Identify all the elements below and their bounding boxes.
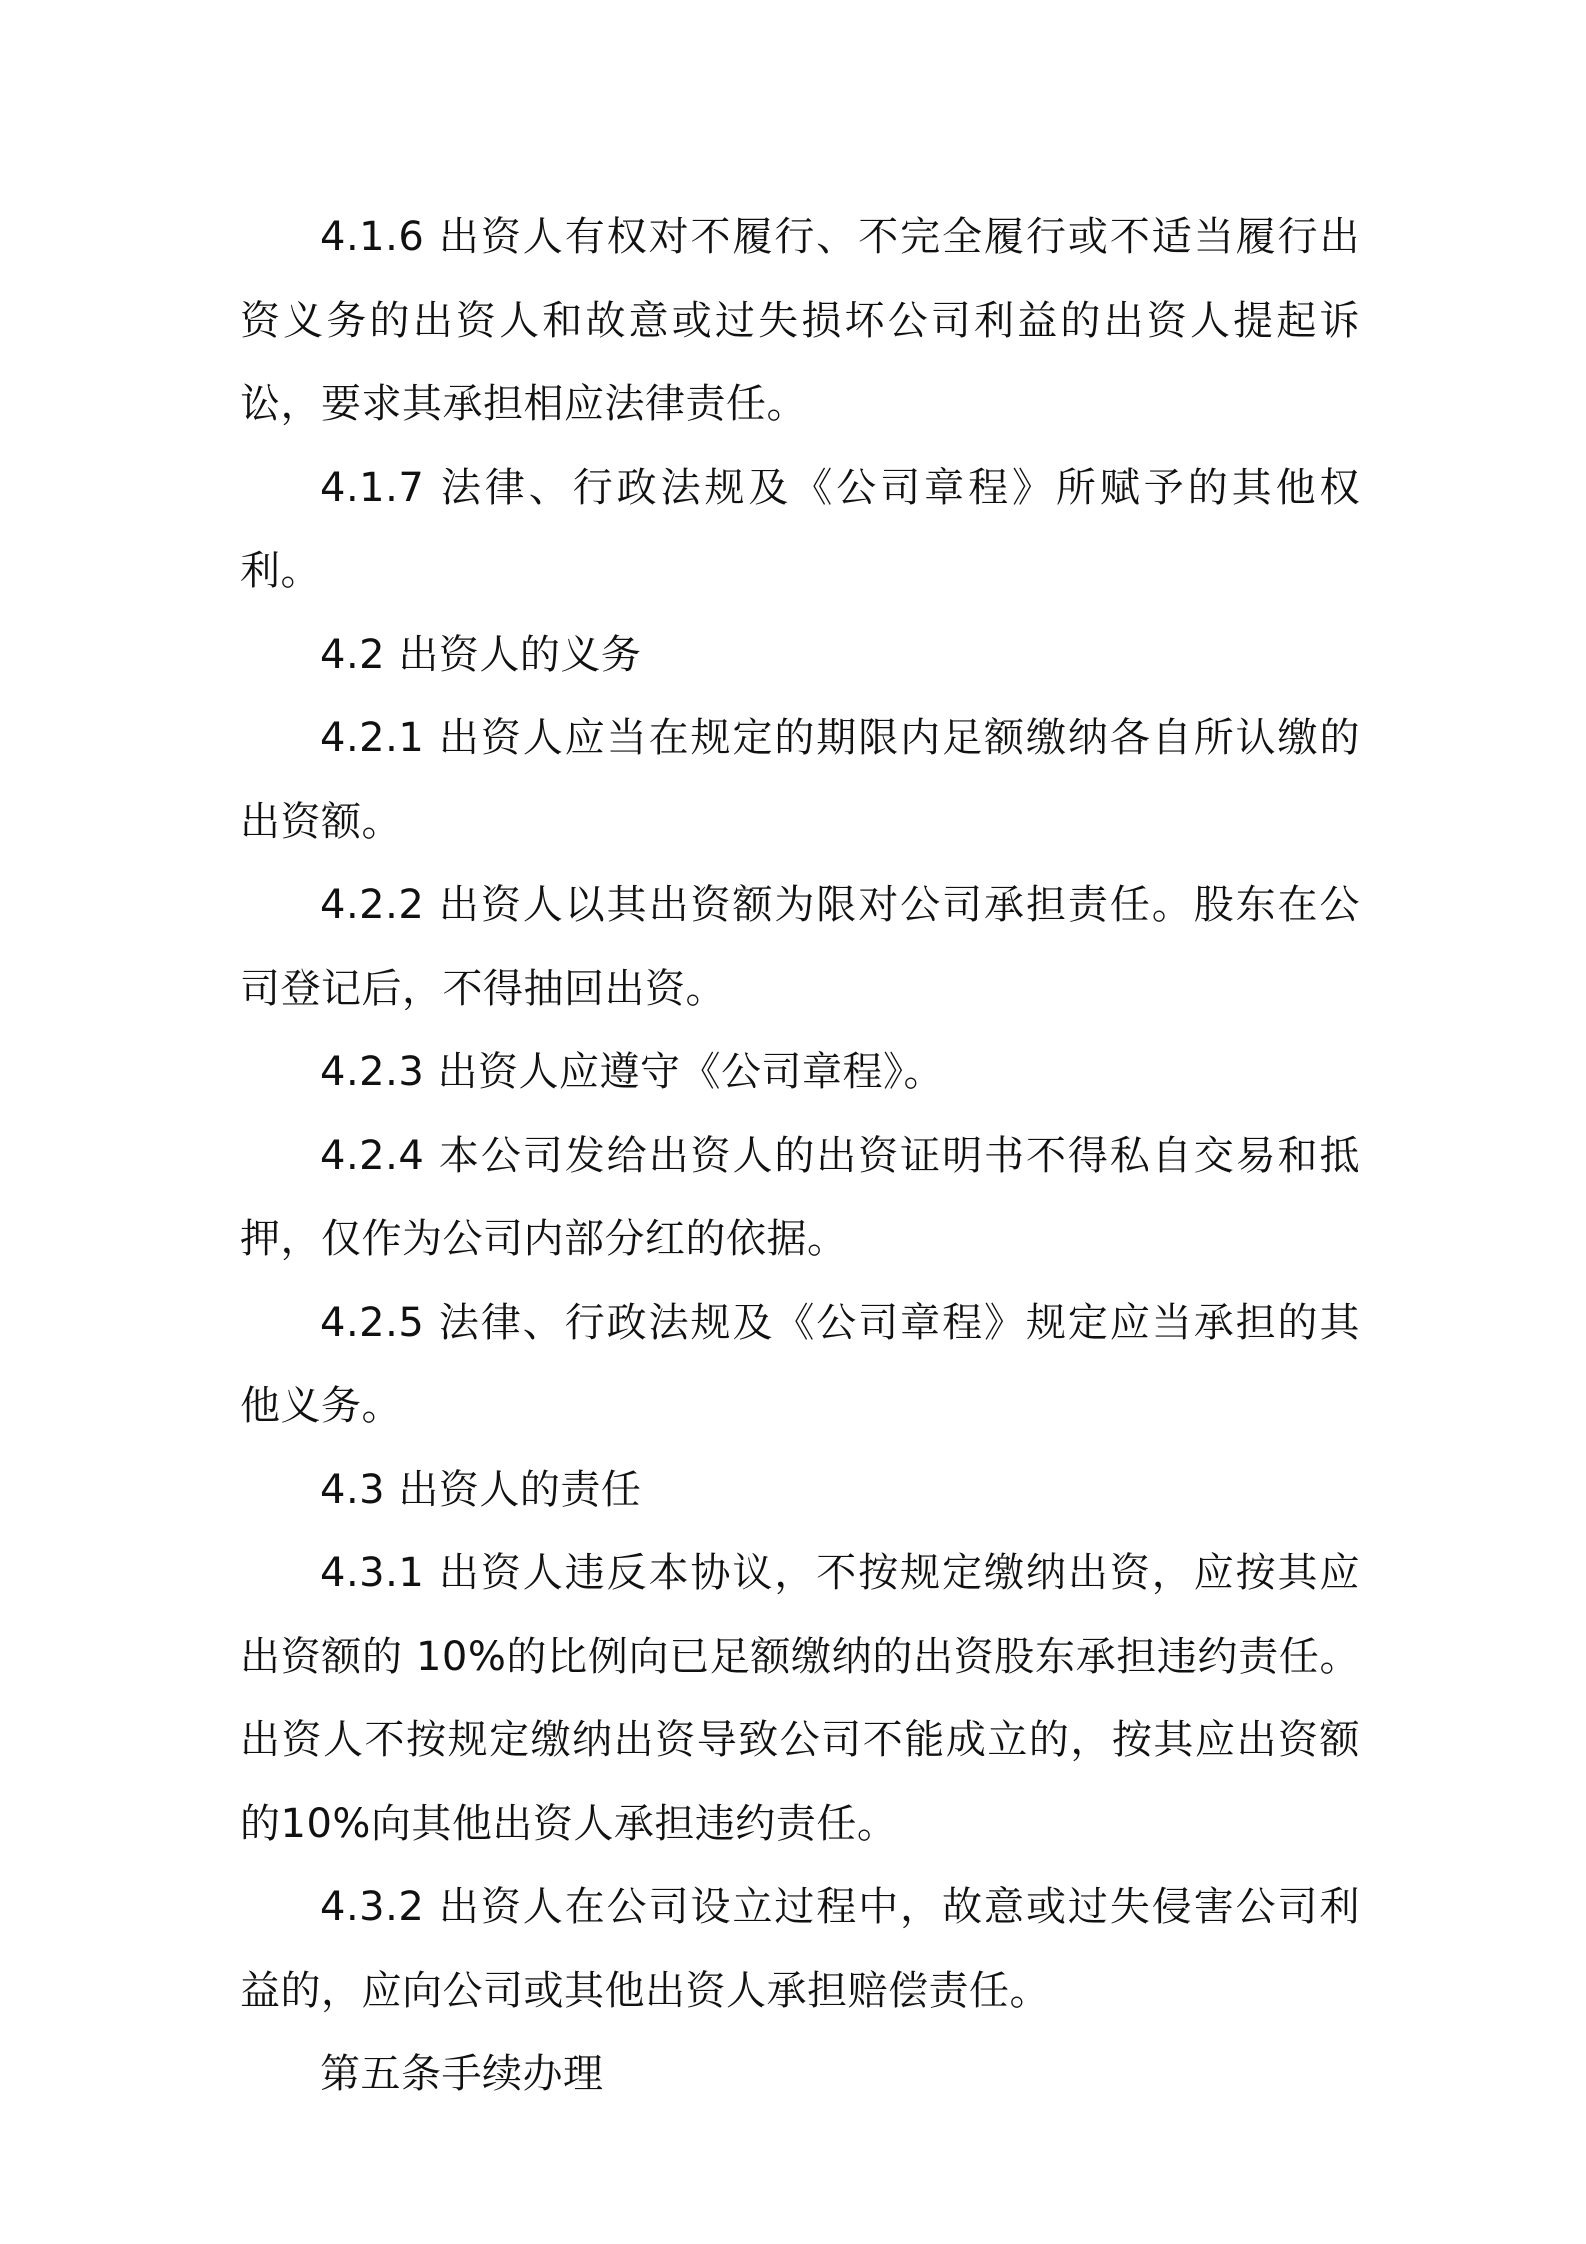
section-heading-article-5: 第五条手续办理 xyxy=(320,2051,604,2097)
paragraph-4-2-2: 4.2.2 出资人以其出资额为限对公司承担责任。股东在公司登记后，不得抽回出资。 xyxy=(240,882,1360,1012)
paragraph-4-2-5: 4.2.5 法律、行政法规及《公司章程》规定应当承担的其他义务。 xyxy=(240,1299,1360,1429)
paragraph-4-3-2: 4.3.2 出资人在公司设立过程中，故意或过失侵害公司利益的，应向公司或其他出资人承担赔偿责任。 xyxy=(240,1884,1360,2014)
paragraph-4-1-7: 4.1.7 法律、行政法规及《公司章程》所赋予的其他权利。 xyxy=(240,464,1360,594)
heading-4-2: 4.2 出资人的义务 xyxy=(320,631,642,678)
document-body xyxy=(240,196,1360,2117)
paragraph-4-3-1: 4.3.1 出资人违反本协议，不按规定缴纳出资，应按其应出资额的 10%的比例向已足额缴纳的出资股东承担违约责任。出资人不按规定缴纳出资导致公司不能成立的，按其应出资额的10%向其他出资人承担违约责任。 xyxy=(240,1550,1360,1847)
paragraph-4-2-3: 4.2.3 出资人应遵守《公司章程》。 xyxy=(320,1049,944,1095)
paragraph-4-1-6: 4.1.6 出资人有权对不履行、不完全履行或不适当履行出资义务的出资人和故意或过失损坏公司利益的出资人提起诉讼，要求其承担相应法律责任。 xyxy=(240,214,1360,427)
heading-4-3: 4.3 出资人的责任 xyxy=(320,1466,642,1513)
paragraph-4-2-4: 4.2.4 本公司发给出资人的出资证明书不得私自交易和抵押，仅作为公司内部分红的依据。 xyxy=(240,1132,1360,1262)
paragraph-4-2-1: 4.2.1 出资人应当在规定的期限内足额缴纳各自所认缴的出资额。 xyxy=(240,715,1360,845)
